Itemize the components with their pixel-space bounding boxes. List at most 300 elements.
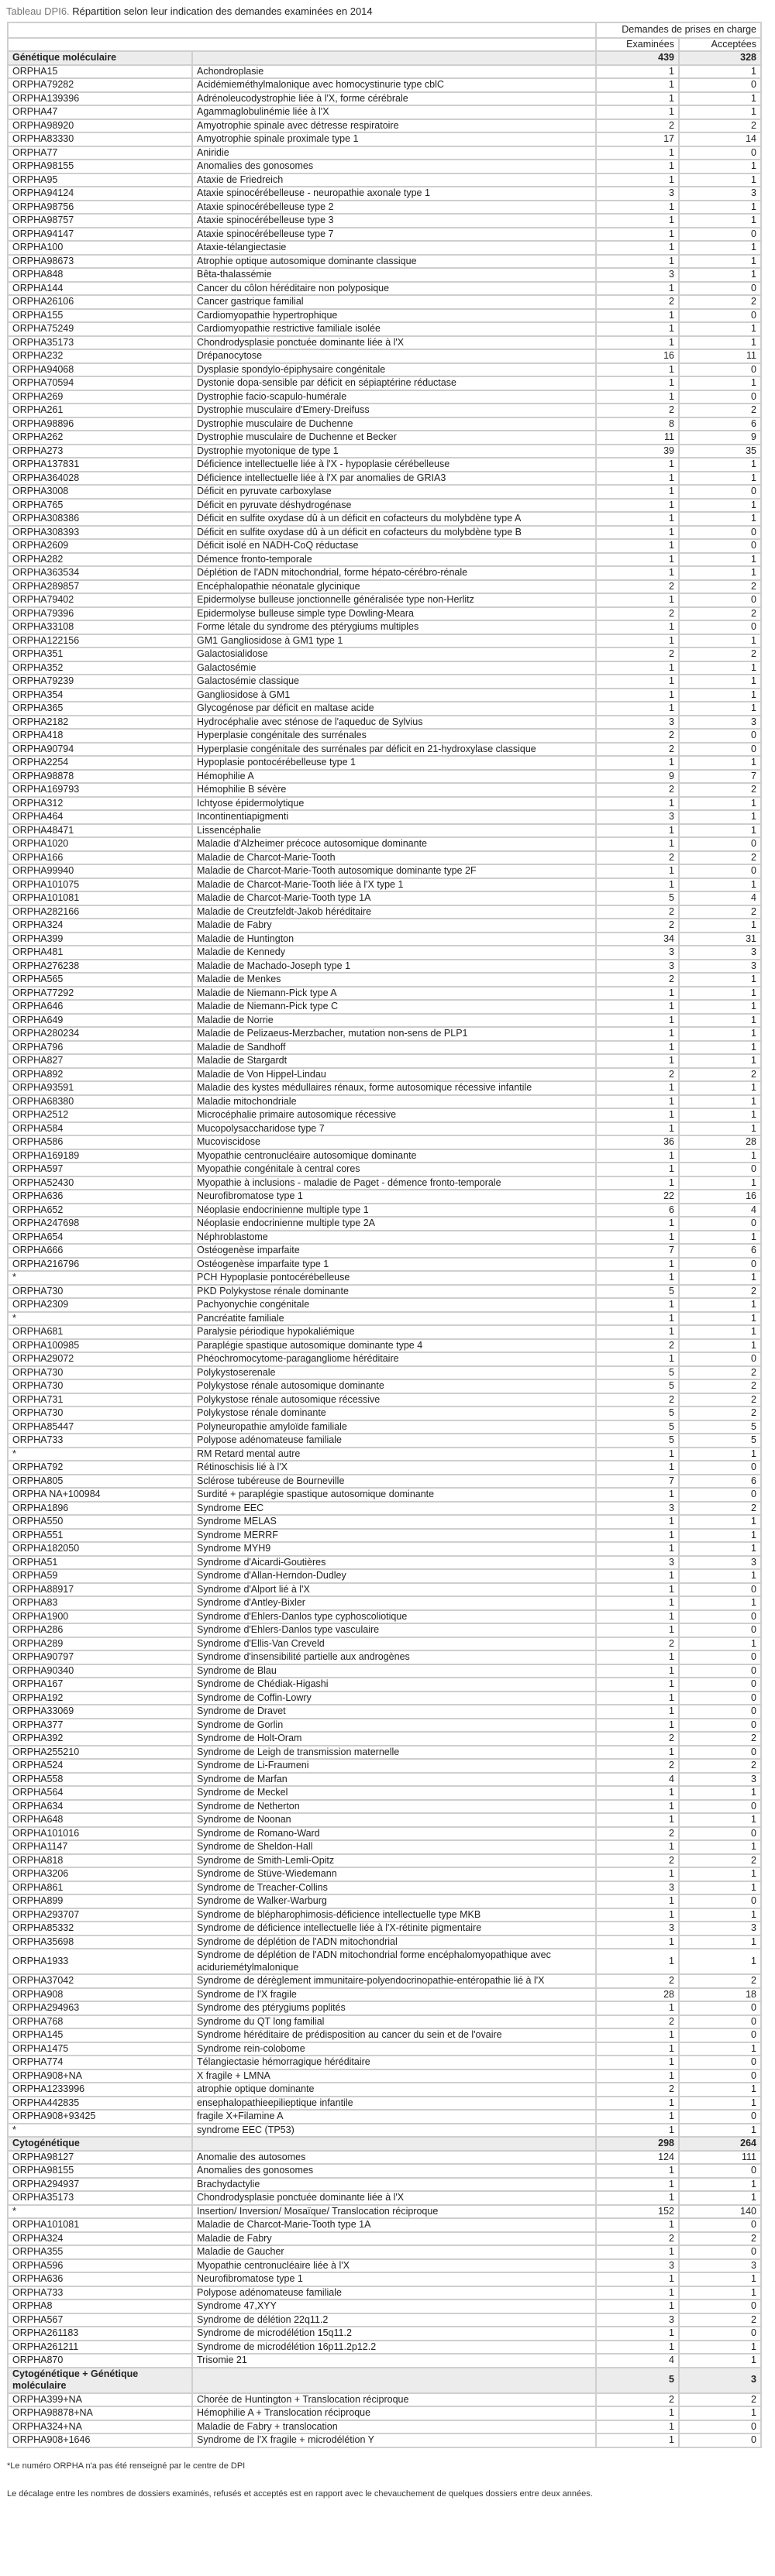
accepted-count: 0 [679,526,761,540]
examined-count: 28 [596,1988,679,2002]
orpha-code: ORPHA634 [8,1800,192,1814]
orpha-code: ORPHA169189 [8,1149,192,1163]
orpha-code: * [8,2205,192,2219]
accepted-count: 28 [679,1135,761,1149]
indication-label: X fragile + LMNA [192,2069,596,2083]
table-row [8,2178,761,2192]
orpha-code: ORPHA1147 [8,1840,192,1854]
orpha-code: ORPHA2512 [8,1108,192,1122]
examined-count: 5 [596,1366,679,1380]
orpha-code: ORPHA77292 [8,987,192,1001]
table-row [8,1637,761,1651]
table-row [8,2354,761,2368]
orpha-code: ORPHA79402 [8,593,192,607]
accepted-count: 2 [679,1068,761,1082]
accepted-count: 1 [679,1840,761,1854]
accepted-count: 0 [679,837,761,851]
table-row [8,1204,761,1218]
indication-label: Galactosialidose [192,647,596,661]
orpha-code: ORPHA654 [8,1231,192,1245]
accepted-count: 1 [679,566,761,580]
table-row [8,919,761,933]
orpha-code: ORPHA481 [8,946,192,960]
accepted-count: 0 [679,1461,761,1475]
examined-count: 1 [596,390,679,404]
orpha-code: ORPHA848 [8,268,192,282]
orpha-code: ORPHA558 [8,1773,192,1787]
examined-count: 3 [596,187,679,201]
table-row [8,1285,761,1299]
indication-label: Epidermolyse bulleuse jonctionnelle généralisée type non-Herlitz [192,593,596,607]
accepted-count: 2 [679,580,761,594]
section-examined-total: 298 [596,2137,679,2151]
table-row [8,905,761,919]
indication-label: Anomalies des gonosomes [192,160,596,173]
indication-label: Myopathie centronucléaire liée à l'X [192,2259,596,2273]
accepted-count: 1 [679,1014,761,1028]
examined-count: 1 [596,1081,679,1095]
table-row [8,499,761,513]
examined-count: 2 [596,1854,679,1868]
accepted-count: 1 [679,160,761,173]
accepted-count: 1 [679,689,761,702]
footnote-orpha: *Le numéro ORPHA n'a pas été renseigné par le centre de DPI [7,2461,246,2471]
examined-count: 2 [596,1759,679,1773]
indication-label: Ataxie spinocérébelleuse - neuropathie axonale type 1 [192,187,596,201]
section-name: Cytogénétique + Génétique moléculaire [8,2368,192,2393]
accepted-count: 4 [679,1204,761,1218]
examined-count: 1 [596,1935,679,1949]
indication-label: Syndrome des ptérygiums poplités [192,2001,596,2015]
examined-count: 2 [596,1732,679,1746]
table-row [8,2069,761,2083]
orpha-code: ORPHA255210 [8,1746,192,1760]
accepted-count: 1 [679,255,761,269]
orpha-code: ORPHA70594 [8,376,192,390]
indication-label: Phéochromocytome-paragangliome héréditaire [192,1352,596,1366]
indication-label: Encéphalopathie néonatale glycinique [192,580,596,594]
indication-label: Maladie de Pelizaeus-Merzbacher, mutation non-sens de PLP1 [192,1027,596,1041]
examined-count: 1 [596,1786,679,1800]
indication-label: Démence fronto-temporale [192,553,596,567]
orpha-code: ORPHA35698 [8,1935,192,1949]
examined-count: 1 [596,1800,679,1814]
table-row [8,132,761,146]
examined-count: 3 [596,1881,679,1895]
indication-label: Ataxie de Friedreich [192,173,596,187]
accepted-count: 1 [679,1949,761,1974]
table-row [8,1786,761,1800]
examined-count: 4 [596,1773,679,1787]
examined-count: 2 [596,973,679,987]
accepted-count: 1 [679,1176,761,1190]
accepted-count: 7 [679,770,761,784]
accepted-count: 1 [679,92,761,106]
indication-label: PCH Hypoplasie pontocérébelleuse [192,1271,596,1285]
table-row [8,1894,761,1908]
examined-count: 1 [596,1529,679,1543]
table-row [8,1122,761,1136]
table-caption [0,0,775,22]
table-row [8,824,761,838]
examined-count: 1 [596,2433,679,2447]
indication-label: Maladie de Menkes [192,973,596,987]
indication-label: Maladie de Creutzfeldt-Jakob héréditaire [192,905,596,919]
examined-count: 1 [596,566,679,580]
indication-label: Ataxie spinocérébelleuse type 7 [192,228,596,242]
orpha-code: ORPHA551 [8,1529,192,1543]
table-row [8,1379,761,1393]
orpha-code: ORPHA565 [8,973,192,987]
orpha-code: ORPHA765 [8,499,192,513]
table-row [8,1081,761,1095]
table-row [8,187,761,201]
header-examined: Examinées [596,38,679,52]
indication-label: Syndrome EEC [192,1502,596,1516]
table-row [8,783,761,797]
table-row [8,553,761,567]
examined-count: 1 [596,146,679,160]
examined-count: 1 [596,499,679,513]
table-row [8,647,761,661]
section-empty [192,2368,596,2393]
examined-count: 1 [596,1231,679,1245]
accepted-count: 0 [679,228,761,242]
orpha-code: ORPHA33108 [8,620,192,634]
table-row [8,702,761,716]
orpha-code: ORPHA144 [8,282,192,296]
examined-count: 1 [596,553,679,567]
accepted-count: 1 [679,2097,761,2111]
examined-count: 2 [596,1339,679,1353]
table-row [8,2393,761,2407]
orpha-code: ORPHA85447 [8,1420,192,1434]
examined-count: 1 [596,201,679,215]
accepted-count: 1 [679,1027,761,1041]
section-examined-total: 5 [596,2368,679,2393]
examined-count: 1 [596,675,679,689]
accepted-count: 1 [679,512,761,526]
table-row [8,78,761,92]
examined-count: 1 [596,2327,679,2341]
orpha-code: ORPHA79282 [8,78,192,92]
examined-count: 1 [596,1664,679,1678]
examined-count: 1 [596,1258,679,1272]
accepted-count: 35 [679,445,761,459]
examined-count: 2 [596,404,679,417]
table-row [8,2327,761,2341]
table-row [8,349,761,363]
examined-count: 1 [596,797,679,811]
accepted-count: 0 [679,1664,761,1678]
examined-count: 2 [596,1637,679,1651]
examined-count: 1 [596,255,679,269]
table-row [8,1908,761,1922]
accepted-count: 3 [679,716,761,730]
examined-count: 1 [596,1488,679,1502]
orpha-code: ORPHA83 [8,1596,192,1610]
orpha-code: ORPHA293707 [8,1908,192,1922]
accepted-count: 0 [679,2420,761,2434]
table-row [8,2433,761,2447]
orpha-code: ORPHA99940 [8,864,192,878]
examined-count: 2 [596,647,679,661]
indication-label: Anomalies des gonosomes [192,2164,596,2178]
section-empty [192,51,596,65]
table-row [8,946,761,960]
accepted-count: 0 [679,2164,761,2178]
accepted-count: 0 [679,1678,761,1692]
orpha-code: ORPHA796 [8,1041,192,1055]
table-row [8,2232,761,2246]
indication-label: Syndrome de microdélétion 15q11.2 [192,2327,596,2341]
accepted-count: 0 [679,1163,761,1176]
examined-count: 1 [596,526,679,540]
accepted-count: 1 [679,1881,761,1895]
orpha-code: ORPHA35173 [8,2191,192,2205]
indication-label: Achondroplasie [192,65,596,79]
accepted-count: 0 [679,1610,761,1624]
indication-label: Maladie de Kennedy [192,946,596,960]
examined-count: 2 [596,2083,679,2097]
examined-count: 1 [596,539,679,553]
accepted-count: 1 [679,214,761,228]
orpha-code: ORPHA15 [8,65,192,79]
table-row [8,1827,761,1841]
table-row [8,1556,761,1570]
indication-label: Polykystose rénale dominante [192,1406,596,1420]
table-row [8,2001,761,2015]
examined-count: 1 [596,458,679,472]
examined-count: 3 [596,1922,679,1935]
examined-count: 1 [596,702,679,716]
table-row [8,620,761,634]
orpha-code: ORPHA377 [8,1719,192,1733]
indication-label: Acidémieméthylmalonique avec homocystinurie type cblC [192,78,596,92]
examined-count: 3 [596,1556,679,1570]
table-row [8,634,761,648]
examined-count: 2 [596,851,679,865]
accepted-count: 4 [679,891,761,905]
orpha-code: ORPHA908+NA [8,2069,192,2083]
indication-label: Maladie de Charcot-Marie-Tooth [192,851,596,865]
indication-label: Syndrome de Gorlin [192,1719,596,1733]
table-row [8,390,761,404]
accepted-count: 2 [679,1732,761,1746]
accepted-count: 2 [679,1393,761,1407]
accepted-count: 0 [679,78,761,92]
orpha-code: ORPHA98896 [8,417,192,431]
orpha-code: ORPHA98878+NA [8,2406,192,2420]
orpha-code: ORPHA261211 [8,2341,192,2354]
orpha-code: ORPHA90794 [8,743,192,757]
examined-count: 1 [596,1596,679,1610]
orpha-code: ORPHA892 [8,1068,192,1082]
indication-label: Dystrophie musculaire de Duchenne [192,417,596,431]
indication-label: Lissencéphalie [192,824,596,838]
accepted-count: 0 [679,1894,761,1908]
orpha-code: ORPHA899 [8,1894,192,1908]
orpha-code: ORPHA101081 [8,2218,192,2232]
accepted-count: 2 [679,607,761,621]
table-row [8,431,761,445]
header-row-group [8,22,761,38]
accepted-count: 0 [679,1746,761,1760]
indication-label: Cardiomyopathie hypertrophique [192,309,596,323]
examined-count: 1 [596,2300,679,2313]
table-row [8,268,761,282]
accepted-count: 1 [679,919,761,933]
table-row [8,2272,761,2286]
orpha-code: ORPHA1933 [8,1949,192,1974]
indication-label: Hémophilie B sévère [192,783,596,797]
table-row [8,146,761,160]
examined-count: 1 [596,1692,679,1705]
indication-label: Galactosémie classique [192,675,596,689]
orpha-code: ORPHA3008 [8,485,192,499]
table-row [8,512,761,526]
examined-count: 1 [596,1027,679,1041]
indication-label: Polyneuropathie amyloïde familiale [192,1420,596,1434]
header-row-columns [8,38,761,52]
examined-count: 1 [596,241,679,255]
indication-label: Déplétion de l'ADN mitochondrial, forme hépato-cérébro-rénale [192,566,596,580]
accepted-count: 0 [679,743,761,757]
orpha-code: ORPHA282 [8,553,192,567]
orpha-code: ORPHA289857 [8,580,192,594]
accepted-count: 1 [679,65,761,79]
orpha-code: ORPHA550 [8,1515,192,1529]
indication-label: Maladie des kystes médullaires rénaux, forme autosomique récessive infantile [192,1081,596,1095]
examined-count: 2 [596,1393,679,1407]
orpha-code: ORPHA90340 [8,1664,192,1678]
examined-count: 1 [596,1610,679,1624]
accepted-count: 5 [679,1434,761,1448]
accepted-count: 0 [679,1352,761,1366]
accepted-count: 11 [679,349,761,363]
accepted-count: 2 [679,1285,761,1299]
orpha-code: ORPHA85332 [8,1922,192,1935]
indication-label: Epidermolyse bulleuse simple type Dowling-Meara [192,607,596,621]
table-row [8,119,761,133]
examined-count: 1 [596,2406,679,2420]
examined-count: 5 [596,1379,679,1393]
indication-label: Cardiomyopathie restrictive familiale isolée [192,322,596,336]
orpha-code: ORPHA324+NA [8,2420,192,2434]
table-row [8,1692,761,1705]
table-row [8,255,761,269]
examined-count: 1 [596,2286,679,2300]
orpha-code: * [8,1448,192,1461]
orpha-code: ORPHA247698 [8,1217,192,1231]
indication-label: Syndrome d'Ellis-Van Creveld [192,1637,596,1651]
examined-count: 1 [596,878,679,892]
examined-count: 1 [596,1840,679,1854]
table-row [8,607,761,621]
orpha-code: ORPHA308393 [8,526,192,540]
examined-count: 5 [596,1406,679,1420]
orpha-code: ORPHA646 [8,1000,192,1014]
table-row [8,1949,761,1974]
table-row [8,485,761,499]
accepted-count: 111 [679,2151,761,2165]
accepted-count: 2 [679,404,761,417]
indication-label: Glycogénose par déficit en maltase acide [192,702,596,716]
accepted-count: 0 [679,1258,761,1272]
accepted-count: 0 [679,2001,761,2015]
accepted-count: 0 [679,729,761,743]
indication-label: Brachydactylie [192,2178,596,2192]
indication-label: Aniridie [192,146,596,160]
indication-label: Syndrome de Treacher-Collins [192,1881,596,1895]
orpha-code: ORPHA98127 [8,2151,192,2165]
examined-count: 1 [596,2420,679,2434]
orpha-code: ORPHA586 [8,1135,192,1149]
examined-count: 3 [596,716,679,730]
indication-table [7,22,762,2448]
examined-count: 1 [596,472,679,486]
accepted-count: 1 [679,105,761,119]
table-row [8,1542,761,1556]
table-title: Répartition selon leur indication des demandes examinées en 2014 [69,5,373,17]
table-row [8,1840,761,1854]
accepted-count: 140 [679,2205,761,2219]
table-row [8,593,761,607]
table-row [8,878,761,892]
table-row [8,756,761,770]
accepted-count: 5 [679,1420,761,1434]
table-row [8,1988,761,2002]
table-row [8,1854,761,1868]
accepted-count: 1 [679,797,761,811]
table-row [8,376,761,390]
indication-label: Déficience intellectuelle liée à l'X - hypoplasie cérébelleuse [192,458,596,472]
orpha-code: ORPHA636 [8,2272,192,2286]
examined-count: 39 [596,445,679,459]
indication-label: Ataxie spinocérébelleuse type 3 [192,214,596,228]
table-row [8,1678,761,1692]
accepted-count: 1 [679,1095,761,1109]
orpha-code: ORPHA870 [8,2354,192,2368]
accepted-count: 9 [679,431,761,445]
section-empty [192,2137,596,2151]
indication-label: Télangiectasie hémorragique héréditaire [192,2056,596,2069]
examined-count: 1 [596,1325,679,1339]
table-row [8,1149,761,1163]
examined-count: 1 [596,376,679,390]
accepted-count: 1 [679,2341,761,2354]
examined-count: 1 [596,2028,679,2042]
examined-count: 1 [596,1448,679,1461]
indication-label: Pachyonychie congénitale [192,1298,596,1312]
table-row [8,1135,761,1149]
table-row [8,1000,761,1014]
table-row [8,580,761,594]
table-row [8,851,761,865]
indication-label: Gangliosidose à GM1 [192,689,596,702]
orpha-code: ORPHA308386 [8,512,192,526]
orpha-code: ORPHA139396 [8,92,192,106]
orpha-code: ORPHA100 [8,241,192,255]
accepted-count: 1 [679,702,761,716]
examined-count: 1 [596,1271,679,1285]
orpha-code: ORPHA122156 [8,634,192,648]
orpha-code: ORPHA79396 [8,607,192,621]
table-row [8,1190,761,1204]
indication-label: Maladie mitochondriale [192,1095,596,1109]
accepted-count: 2 [679,2393,761,2407]
accepted-count: 1 [679,458,761,472]
